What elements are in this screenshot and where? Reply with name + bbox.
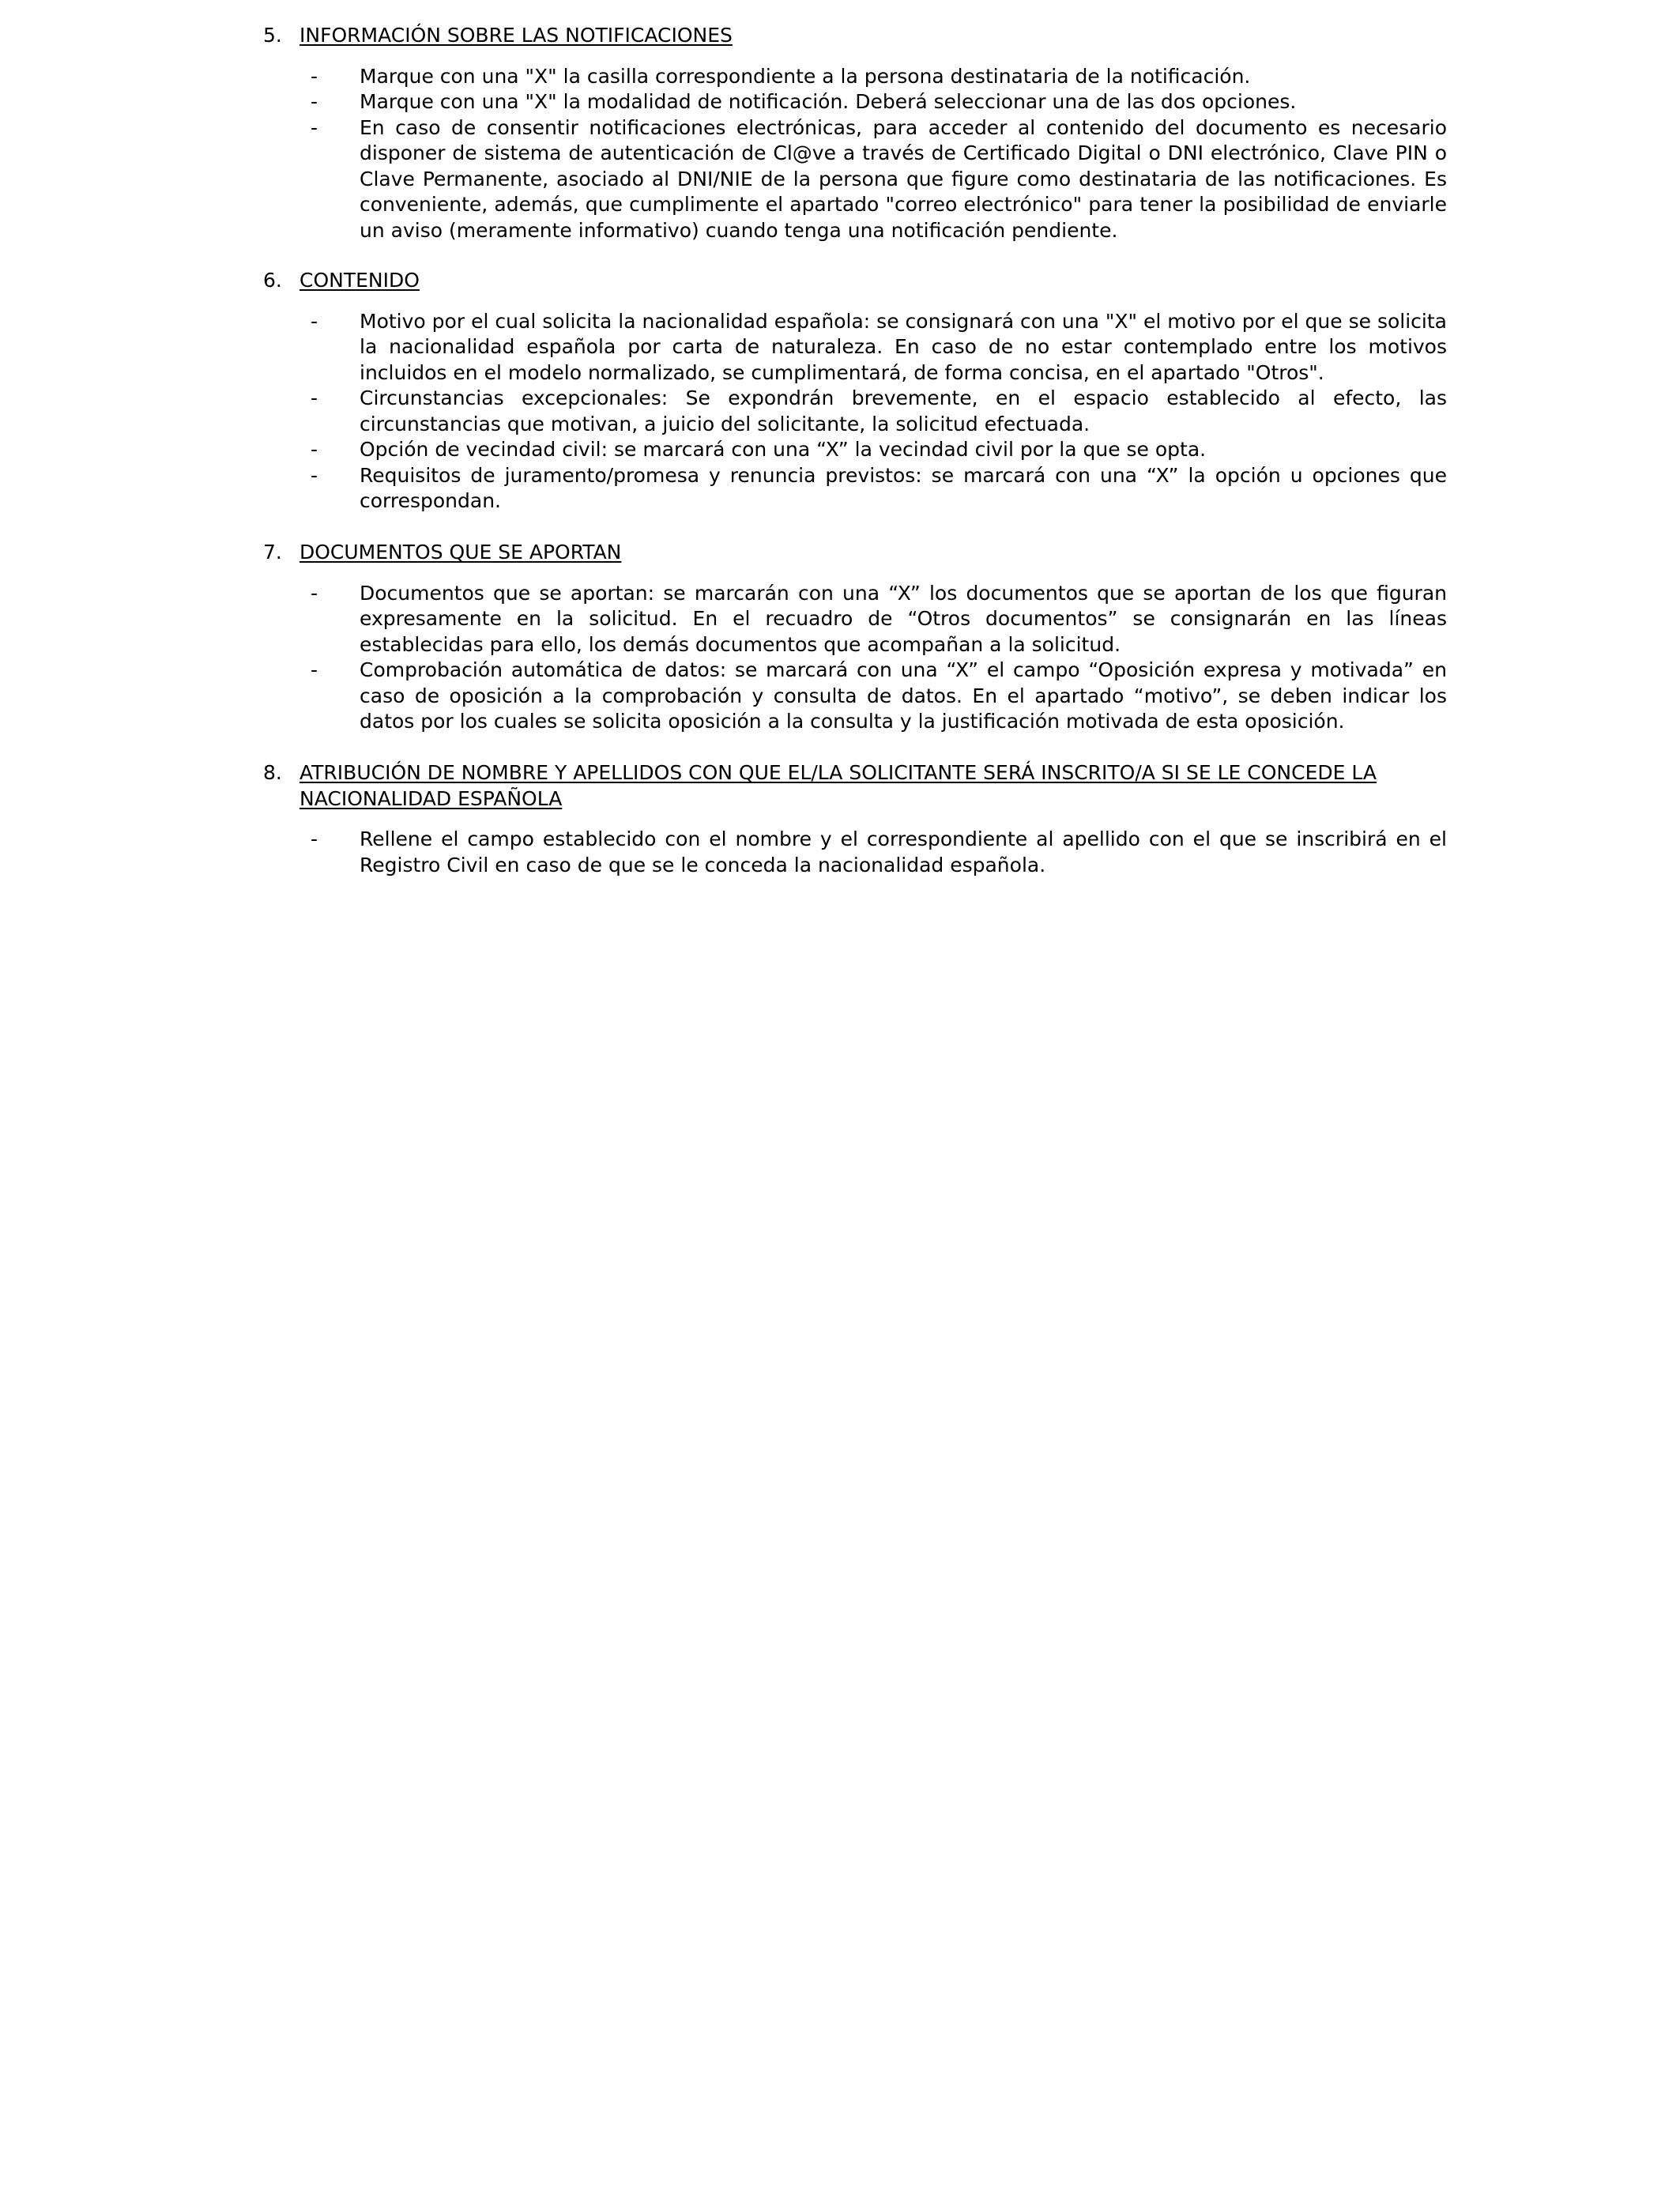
bullet-list (263, 827, 1448, 878)
section-title: CONTENIDO (299, 269, 420, 292)
item-text: Comprobación automática de datos: se marcará con una “X” el campo “Oposición expresa y motivada” en caso de oposición a la comprobación y consulta de datos. En el apartado “motivo”, se deben indicar los datos por los cuales se solicita oposición a la consulta y la justificación motivada de esta oposición. (360, 658, 1447, 733)
list-item (263, 64, 1447, 90)
bullet-list (263, 581, 1448, 735)
section-documentos (263, 540, 1448, 735)
section-notificaciones (263, 23, 1448, 243)
section-heading (263, 760, 1448, 812)
section-number: 6. (263, 269, 282, 292)
dash-bullet: - (311, 115, 318, 139)
dash-bullet: - (311, 309, 318, 333)
item-text: Circunstancias excepcionales: Se expondrán brevemente, en el espacio establecido al efecto, las circunstancias que motivan, a juicio del solicitante, la solicitud efectuada. (360, 386, 1447, 435)
dash-bullet: - (311, 438, 318, 461)
list-item (263, 463, 1447, 515)
dash-bullet: - (311, 90, 318, 113)
dash-bullet: - (311, 581, 318, 605)
list-item (263, 658, 1447, 735)
section-number: 8. (263, 761, 282, 784)
dash-bullet: - (311, 827, 318, 850)
section-title: INFORMACIÓN SOBRE LAS NOTIFICACIONES (299, 24, 733, 47)
section-heading (263, 268, 1448, 294)
item-text: Documentos que se aportan: se marcarán con una “X” los documentos que se aportan de los que figuran expresamente en la solicitud. En el recuadro de “Otros documentos” se consignarán en las líneas establecidas para ello, los demás documentos que acompañan a la solicitud. (360, 581, 1447, 656)
list-item (263, 581, 1447, 658)
section-atribucion-nombre (263, 760, 1448, 878)
list-item (263, 309, 1447, 386)
list-item (263, 115, 1447, 244)
item-text: Requisitos de juramento/promesa y renuncia previstos: se marcará con una “X” la opción u opciones que correspondan. (360, 463, 1447, 512)
list-item (263, 437, 1447, 463)
list-item (263, 827, 1447, 878)
item-text: Opción de vecindad civil: se marcará con una “X” la vecindad civil por la que se opta. (360, 438, 1207, 461)
item-text: Motivo por el cual solicita la nacionalidad española: se consignará con una "X" el motivo por el que se solicita la nacionalidad española por carta de naturaleza. En caso de no estar contemplado entre los motivos incluidos en el modelo normalizado, se cumplimentará, de forma concisa, en el apartado "Otros". (360, 309, 1447, 384)
item-text: Rellene el campo establecido con el nombre y el correspondiente al apellido con el que se inscribirá en el Registro Civil en caso de que se le conceda la nacionalidad española. (360, 827, 1447, 876)
section-number: 5. (263, 24, 282, 47)
section-heading (263, 540, 1448, 566)
item-text: En caso de consentir notificaciones electrónicas, para acceder al contenido del documento es necesario disponer de sistema de autenticación de Cl@ve a través de Certificado Digital o DNI electrónico, Clave PIN o Clave Permanente, asociado al DNI/NIE de la persona que figure como destinataria de las notificaciones. Es conveniente, además, que cumplimente el apartado "correo electrónico" para tener la posibilidad de enviarle un aviso (meramente informativo) cuando tenga una notificación pendiente. (360, 115, 1447, 242)
section-title: DOCUMENTOS QUE SE APORTAN (299, 541, 622, 564)
dash-bullet: - (311, 463, 318, 487)
section-number: 7. (263, 541, 282, 564)
item-text: Marque con una "X" la casilla correspondiente a la persona destinataria de la notificación. (360, 64, 1251, 88)
dash-bullet: - (311, 386, 318, 409)
section-contenido (263, 268, 1448, 515)
bullet-list (263, 64, 1448, 244)
dash-bullet: - (311, 658, 318, 681)
section-heading (263, 23, 1448, 49)
list-item (263, 89, 1447, 115)
section-title: ATRIBUCIÓN DE NOMBRE Y APELLIDOS CON QUE EL/LA SOLICITANTE SERÁ INSCRITO/A SI SE LE CONCEDE LA NACIONALIDAD ESPAÑOLA (299, 761, 1377, 810)
bullet-list (263, 309, 1448, 515)
dash-bullet: - (311, 64, 318, 88)
list-item (263, 386, 1447, 437)
item-text: Marque con una "X" la modalidad de notificación. Deberá seleccionar una de las dos opciones. (360, 90, 1297, 113)
